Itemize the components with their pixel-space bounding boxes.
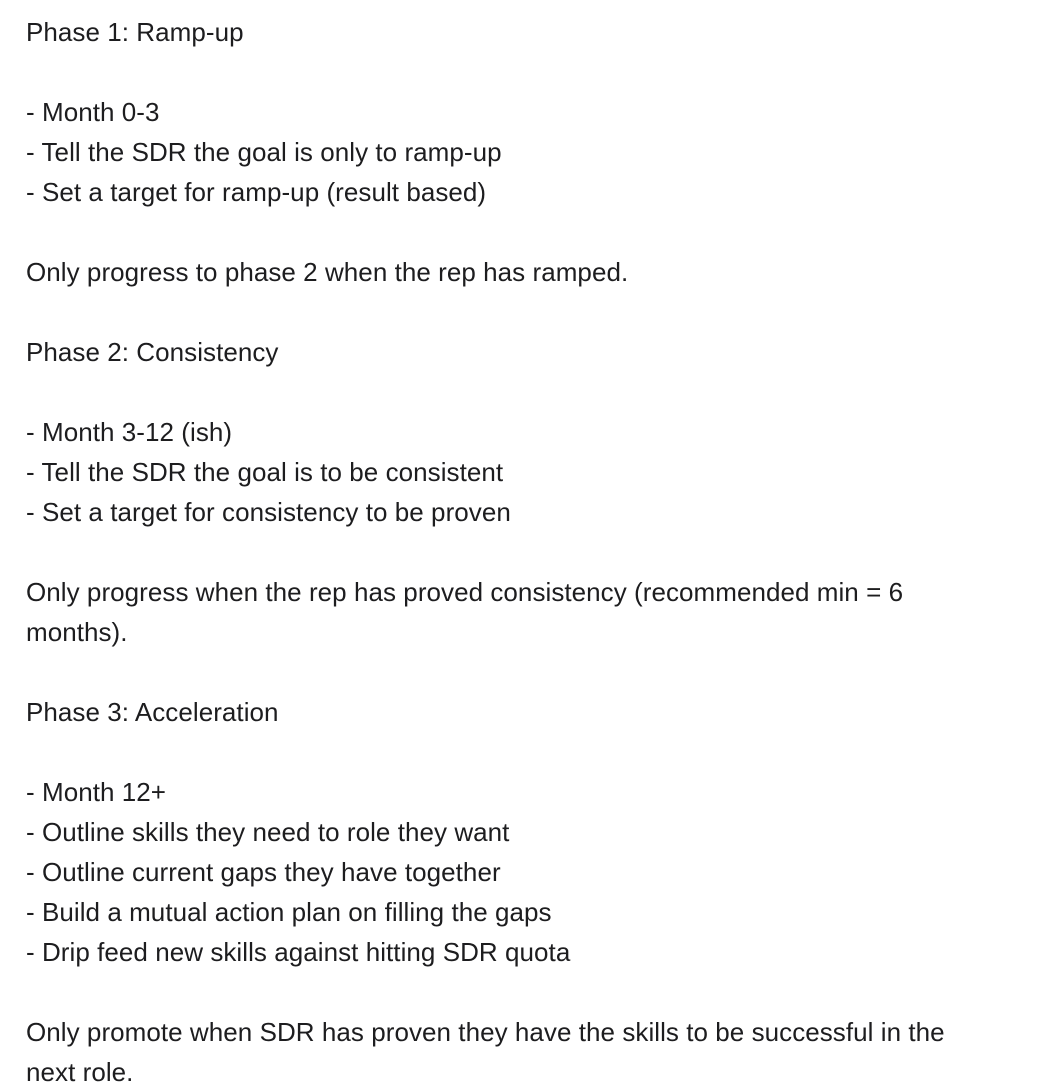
- phase2-bullet-3: - Set a target for consistency to be proven: [26, 497, 511, 527]
- spacer: [26, 652, 1050, 692]
- spacer: [26, 732, 1050, 772]
- spacer: [26, 372, 1050, 412]
- spacer: [26, 52, 1050, 92]
- phase2-note-line-1: Only progress when the rep has proved consistency (recommended min = 6: [26, 577, 904, 607]
- phase3-bullet-2: - Outline skills they need to role they want: [26, 817, 510, 847]
- document-body: [26, 12, 1050, 1092]
- phase3-bullet-5: - Drip feed new skills against hitting SDR quota: [26, 937, 571, 967]
- phase1-note: Only progress to phase 2 when the rep has ramped.: [26, 257, 629, 287]
- phase1-heading: Phase 1: Ramp-up: [26, 17, 244, 47]
- phase1-bullet-1: - Month 0-3: [26, 97, 160, 127]
- phase3-bullet-1: - Month 12+: [26, 777, 167, 807]
- phase1-bullet-3: - Set a target for ramp-up (result based): [26, 177, 487, 207]
- spacer: [26, 212, 1050, 252]
- spacer: [26, 292, 1050, 332]
- phase3-bullet-3: - Outline current gaps they have together: [26, 857, 501, 887]
- phase2-heading: Phase 2: Consistency: [26, 337, 279, 367]
- phase2-bullet-1: - Month 3-12 (ish): [26, 417, 233, 447]
- spacer: [26, 532, 1050, 572]
- phase3-note-line-2: next role.: [26, 1057, 134, 1087]
- phase3-note-line-1: Only promote when SDR has proven they have the skills to be successful in the: [26, 1017, 945, 1047]
- phase3-heading: Phase 3: Acceleration: [26, 697, 279, 727]
- phase2-bullet-2: - Tell the SDR the goal is to be consistent: [26, 457, 504, 487]
- phase2-note-line-2: months).: [26, 617, 128, 647]
- phase3-bullet-4: - Build a mutual action plan on filling the gaps: [26, 897, 552, 927]
- phase1-bullet-2: - Tell the SDR the goal is only to ramp-up: [26, 137, 502, 167]
- spacer: [26, 972, 1050, 1012]
